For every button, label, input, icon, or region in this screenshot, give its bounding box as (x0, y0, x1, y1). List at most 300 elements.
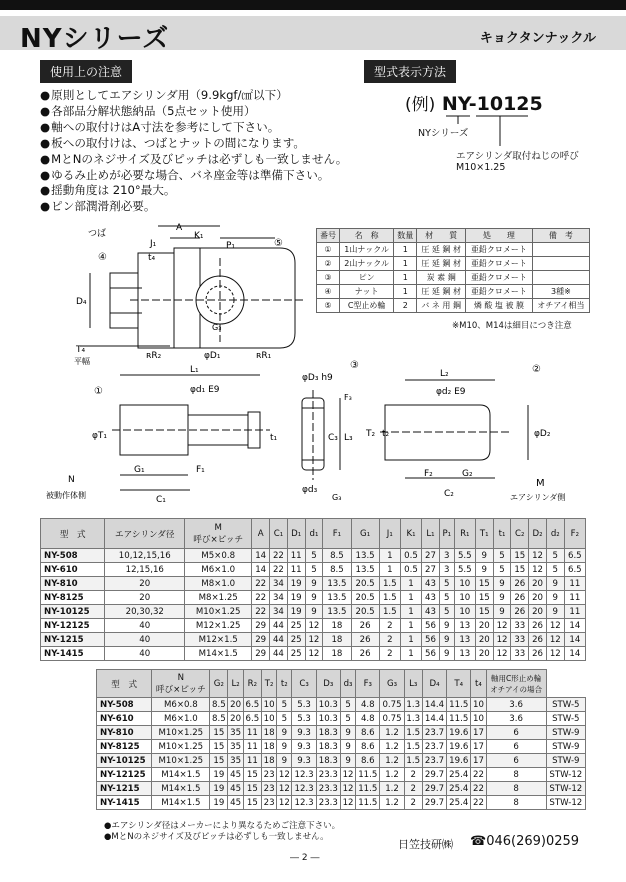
spec1-cell: 56 (422, 619, 440, 633)
spec1-cell: 9 (475, 563, 493, 577)
spec1-cell: NY-10125 (41, 605, 105, 619)
spec1-cell: NY-1415 (41, 647, 105, 661)
spec1-header-row (41, 519, 586, 549)
spec2-cell: 6 (486, 754, 546, 768)
spec2-cell: 3.6 (486, 698, 546, 712)
spec1-cell: 12 (493, 647, 511, 661)
assembly-drawing (70, 218, 310, 368)
spec1-cell: 13.5 (323, 605, 351, 619)
spec2-header-cell: 型 式 (97, 670, 152, 698)
spec2-cell: 6 (486, 726, 546, 740)
label-part4: ④ (98, 252, 107, 263)
parts-cell: 炭 素 鋼 (417, 270, 466, 284)
label-M: M (536, 478, 545, 489)
spec2-row (97, 712, 586, 726)
footer-notes (104, 821, 340, 843)
spec2-cell: 29.7 (422, 768, 446, 782)
spec1-cell: 12 (493, 633, 511, 647)
parts-note: ※M10、M14は細目につき注意 (452, 321, 572, 331)
spec1-header-cell: T₁ (475, 519, 493, 549)
spec1-cell: 9 (493, 577, 511, 591)
spec1-cell: 44 (270, 633, 288, 647)
spec2-cell: 35 (228, 754, 243, 768)
spec1-cell: 27 (422, 549, 440, 563)
spec2-cell: 1.2 (380, 726, 404, 740)
spec1-cell: 56 (422, 647, 440, 661)
label-G1: G₁ (134, 465, 145, 475)
spec2-cell: 25.4 (447, 796, 471, 810)
spec2-cell: 22 (471, 768, 486, 782)
label-phid1: φd₁ E9 (190, 385, 220, 395)
parts-cell: ピン (339, 270, 393, 284)
label-C3: C₃ (328, 433, 338, 443)
label-part5: ⑤ (274, 238, 283, 249)
spec1-cell: 5 (546, 563, 564, 577)
spec1-cell: 9 (493, 605, 511, 619)
spec1-cell: 14 (564, 619, 585, 633)
spec1-cell: 1 (379, 563, 400, 577)
spec2-cell: 9.3 (292, 726, 316, 740)
spec1-cell: 22 (270, 563, 288, 577)
footer-note: ●エアシリンダ径はメーカーにより異なるためご注意下さい。 (104, 821, 341, 831)
label-N: N (68, 475, 75, 485)
spec2-cell: 18 (261, 740, 276, 754)
parts-cell: 亜鉛クロメート (466, 284, 533, 298)
spec2-cell: 1.5 (404, 754, 422, 768)
usage-note: ● MとNのネジサイズ及びピッチは必ずしも一致しません。 (40, 152, 347, 168)
spec2-cell: STW-5 (546, 712, 585, 726)
spec1-cell: M8×1.25 (185, 591, 252, 605)
spec1-cell: 9 (439, 619, 454, 633)
spec2-cell: NY-810 (97, 726, 152, 740)
spec1-cell: 9 (439, 647, 454, 661)
spec2-row (97, 768, 586, 782)
spec1-cell: 33 (511, 633, 529, 647)
spec1-cell: 25 (287, 633, 305, 647)
spec1-cell: M5×0.8 (185, 549, 252, 563)
label-K1: K₁ (194, 231, 204, 241)
parts-cell (532, 270, 589, 284)
spec2-cell: M14×1.5 (152, 768, 210, 782)
spec2-cell: 5 (340, 698, 355, 712)
spec1-header-cell: G₁ (351, 519, 379, 549)
spec1-cell: 44 (270, 619, 288, 633)
spec2-cell: 4.8 (356, 712, 380, 726)
spec2-cell: 15 (243, 782, 261, 796)
spec1-cell: 1 (400, 633, 421, 647)
spec2-cell: NY-12125 (97, 768, 152, 782)
spec2-cell: 2 (404, 768, 422, 782)
spec1-cell: 11 (564, 605, 585, 619)
thread-label: エアシリンダ取付ねじの呼び (456, 151, 579, 162)
parts-cell: 亜鉛クロメート (466, 270, 533, 284)
spec2-cell: M14×1.5 (152, 796, 210, 810)
spec1-cell: NY-1215 (41, 633, 105, 647)
label-L1: L₁ (190, 365, 199, 375)
parts-row (317, 242, 590, 256)
spec2-cell: STW-12 (546, 782, 585, 796)
spec1-cell: 1.5 (379, 605, 400, 619)
parts-header-cell: 番号 (317, 229, 340, 243)
spec1-cell: 14 (252, 549, 270, 563)
spec2-row (97, 754, 586, 768)
spec1-cell: 43 (422, 577, 440, 591)
parts-cell: 1 (394, 284, 417, 298)
spec1-header-cell: C₂ (511, 519, 529, 549)
spec1-cell: 15 (475, 577, 493, 591)
spec2-header-cell: L₂ (228, 670, 243, 698)
spec2-header-cell (152, 670, 210, 698)
spec2-header-cell (486, 670, 546, 698)
parts-cell: 2山ナックル (339, 256, 393, 270)
spec2-cell: 6.5 (243, 698, 261, 712)
spec1-row (41, 577, 586, 591)
label-part3: ③ (350, 360, 359, 371)
spec1-header-cell: C₁ (270, 519, 288, 549)
spec2-cell: 12 (277, 782, 292, 796)
spec2-cell: 9 (277, 754, 292, 768)
spec1-cell: 13 (454, 647, 475, 661)
spec2-cell: 12 (277, 796, 292, 810)
spec2-cell: 18.3 (316, 740, 340, 754)
spec2-n-label: N (177, 672, 185, 683)
spec1-cell: 9 (305, 577, 323, 591)
spec1-cell: 13 (454, 633, 475, 647)
spec1-cell: 5 (493, 549, 511, 563)
spec1-header-cell: K₁ (400, 519, 421, 549)
parts-row (317, 256, 590, 270)
parts-row (317, 298, 590, 312)
spec2-cell: 5 (277, 712, 292, 726)
spec2-cell: 18.3 (316, 726, 340, 740)
spec2-cell: 11.5 (447, 698, 471, 712)
parts-cell: 1 (394, 270, 417, 284)
usage-note: ● 揺動角度は 210°最大。 (40, 183, 347, 199)
spec1-header-cell: d₁ (305, 519, 323, 549)
spec2-cell: 12.3 (292, 768, 316, 782)
spec1-cell: 9 (305, 591, 323, 605)
spec2-cell: 10.3 (316, 698, 340, 712)
spec2-cell: 11.5 (356, 768, 380, 782)
spec1-row (41, 563, 586, 577)
spec2-cell: 35 (228, 740, 243, 754)
spec2-cell: 1.2 (380, 754, 404, 768)
spec2-cell: 9 (340, 740, 355, 754)
parts-cell: バ ネ 用 鋼 (417, 298, 466, 312)
parts-header-cell: 数量 (394, 229, 417, 243)
spec1-cell: 0.5 (400, 563, 421, 577)
label-C2: C₂ (444, 489, 454, 499)
spec2-cell: 8.5 (210, 698, 228, 712)
component-drawings (40, 360, 600, 510)
spec1-cell: 18 (323, 633, 351, 647)
parts-cell: ③ (317, 270, 340, 284)
spec2-cell: 14.4 (422, 698, 446, 712)
spec1-cell: 34 (270, 577, 288, 591)
spec2-cell: 23.7 (422, 726, 446, 740)
spec-table-2 (96, 669, 586, 810)
spec1-cell: 10 (454, 591, 475, 605)
usage-note: ● 板への取付けは、つばとナットの間になります。 (40, 136, 347, 152)
spec1-cell: 5 (439, 591, 454, 605)
spec1-cell: 20.5 (351, 591, 379, 605)
spec1-cell: 9 (546, 605, 564, 619)
parts-cell: ⑤ (317, 298, 340, 312)
spec1-cell: 8.5 (323, 563, 351, 577)
spec1-cell: 26 (511, 591, 529, 605)
spec1-cell: 6.5 (564, 549, 585, 563)
spec1-cell: 18 (323, 647, 351, 661)
page-number: ― 2 ― (290, 853, 320, 863)
spec2-header-cell: t₂ (277, 670, 292, 698)
spec1-cell: 1.5 (379, 577, 400, 591)
spec1-cell: 5 (493, 563, 511, 577)
spec2-cell: 29.7 (422, 782, 446, 796)
spec1-cell: 26 (529, 619, 547, 633)
parts-cell: 3種※ (532, 284, 589, 298)
parts-cell (532, 256, 589, 270)
spec2-cell: 8 (486, 782, 546, 796)
spec2-cell: 8.6 (356, 726, 380, 740)
label-T4: T₄ (76, 345, 86, 355)
spec1-m-sub: 呼び×ピッチ (193, 534, 244, 545)
spec1-cell: 9 (305, 605, 323, 619)
spec1-cell: 22 (252, 591, 270, 605)
spec2-cell: M10×1.25 (152, 740, 210, 754)
spec1-cell: 20.5 (351, 605, 379, 619)
spec2-cell: 1.2 (380, 768, 404, 782)
spec1-cell: 13 (454, 619, 475, 633)
spec1-header-cell: A (252, 519, 270, 549)
model-example-prefix: (例) (405, 95, 436, 115)
spec1-cell: M6×1.0 (185, 563, 252, 577)
spec1-cell: 34 (270, 591, 288, 605)
spec2-cell: 8 (486, 796, 546, 810)
spec2-cell: 4.8 (356, 698, 380, 712)
spec2-row (97, 796, 586, 810)
spec1-cell: 11 (564, 591, 585, 605)
spec1-cell: 12 (493, 619, 511, 633)
spec2-cell: 20 (228, 712, 243, 726)
usage-heading: 使用上の注意 (40, 60, 132, 83)
spec2-header-cell: C₃ (292, 670, 316, 698)
spec2-cell: NY-610 (97, 712, 152, 726)
label-G2: G₂ (462, 469, 473, 479)
parts-cell: 1山ナックル (339, 242, 393, 256)
spec1-cell: 15 (511, 563, 529, 577)
spec1-cell: 26 (529, 633, 547, 647)
usage-notes (40, 88, 347, 215)
spec2-cell: 9 (277, 740, 292, 754)
spec1-cell: 1 (400, 647, 421, 661)
spec1-cell: 12 (529, 563, 547, 577)
spec2-cell: 23.3 (316, 796, 340, 810)
spec2-cell: NY-10125 (97, 754, 152, 768)
spec1-cell: 9 (546, 591, 564, 605)
spec2-cell: 19 (210, 796, 228, 810)
spec2-cell: 0.75 (380, 698, 404, 712)
spec2-cell: M6×0.8 (152, 698, 210, 712)
spec2-cell: 9.3 (292, 740, 316, 754)
parts-cell: ① (317, 242, 340, 256)
label-tsuba: つば (88, 229, 107, 239)
spec2-cell: 8.6 (356, 740, 380, 754)
spec1-cell: 2 (379, 633, 400, 647)
spec2-header-cell: t₄ (471, 670, 486, 698)
spec2-cell: 17 (471, 740, 486, 754)
spec1-cell: M12×1.25 (185, 619, 252, 633)
spec1-cell: 20 (105, 577, 185, 591)
label-A: A (176, 223, 183, 233)
spec2-row (97, 740, 586, 754)
spec1-cell: 33 (511, 647, 529, 661)
top-bar (0, 0, 626, 10)
spec2-cell: 15 (210, 726, 228, 740)
spec1-header-cell: R₁ (454, 519, 475, 549)
usage-note: ● ピン部潤滑剤必要。 (40, 199, 347, 215)
parts-cell: 圧 延 鋼 材 (417, 256, 466, 270)
spec2-cell: 23.7 (422, 754, 446, 768)
spec2-cell: 19.6 (447, 726, 471, 740)
spec1-cell: 26 (351, 633, 379, 647)
spec2-cell: 2 (404, 796, 422, 810)
label-L2: L₂ (440, 369, 449, 379)
spec1-cell: 1 (400, 591, 421, 605)
spec2-cell: 15 (210, 740, 228, 754)
spec2-cell: 23 (261, 782, 276, 796)
spec1-cell: 40 (105, 647, 185, 661)
spec2-cell: 20 (228, 698, 243, 712)
spec2-cell: 15 (210, 754, 228, 768)
spec1-cell: 14 (252, 563, 270, 577)
parts-cell: 圧 延 鋼 材 (417, 242, 466, 256)
spec1-row (41, 605, 586, 619)
spec2-cell: M10×1.25 (152, 726, 210, 740)
parts-cell: 燐 酸 塩 被 膜 (466, 298, 533, 312)
spec1-cell: 22 (252, 577, 270, 591)
parts-cell: 圧 延 鋼 材 (417, 284, 466, 298)
spec1-header-cell: D₂ (529, 519, 547, 549)
spec1-cell: 26 (351, 619, 379, 633)
label-G3-pin: G₃ (332, 493, 342, 502)
spec1-cell: 19 (287, 605, 305, 619)
spec1-cell: M12×1.5 (185, 633, 252, 647)
spec2-cell: 10 (261, 698, 276, 712)
spec2-cell: 5 (277, 698, 292, 712)
label-phid3: φd₃ (302, 485, 318, 495)
spec2-cell: 23.7 (422, 740, 446, 754)
spec1-cell: 44 (270, 647, 288, 661)
spec2-cell: 45 (228, 782, 243, 796)
label-part2: ② (532, 364, 541, 375)
spec1-cell: 13.5 (323, 577, 351, 591)
spec1-cell: 29 (252, 647, 270, 661)
label-T2: T₂ (366, 429, 376, 439)
usage-note: ● 原則としてエアシリンダ用（9.9kgf/㎠以下） (40, 88, 347, 104)
spec2-cell: 2 (404, 782, 422, 796)
label-F3: F₃ (344, 393, 352, 402)
label-P1: P₁ (226, 241, 236, 251)
label-J1: J₁ (150, 239, 157, 249)
parts-table (316, 228, 590, 313)
label-G3: G₃ (212, 323, 222, 332)
usage-note: ● 各部品分解状態納品（5点セット使用） (40, 104, 347, 120)
parts-header-cell: 備 考 (532, 229, 589, 243)
spec1-cell: 20 (529, 577, 547, 591)
spec1-cell: 15 (475, 605, 493, 619)
spec2-cell: 25.4 (447, 782, 471, 796)
spec2-cell: 23 (261, 796, 276, 810)
label-aircyl-side: エアシリンダ側 (510, 493, 566, 502)
parts-cell: 亜鉛クロメート (466, 242, 533, 256)
label-t4: t₄ (148, 253, 156, 263)
spec1-cell: 20 (529, 591, 547, 605)
spec2-header-cell: G₂ (210, 670, 228, 698)
spec2-cell: STW-12 (546, 796, 585, 810)
spec2-cell: 10 (471, 698, 486, 712)
spec1-cell: 43 (422, 605, 440, 619)
spec1-header-cell: 型 式 (41, 519, 105, 549)
spec2-cell: 12 (340, 768, 355, 782)
spec1-cell: 20 (475, 633, 493, 647)
spec2-cell: NY-1415 (97, 796, 152, 810)
spec1-cell: 2 (379, 647, 400, 661)
spec1-cell: 33 (511, 619, 529, 633)
spec1-cell: 13.5 (351, 549, 379, 563)
thread-value: M10×1.25 (456, 162, 506, 173)
parts-cell: 1 (394, 256, 417, 270)
spec2-cell: STW-5 (546, 698, 585, 712)
company-name: 日笠技研㈱ (398, 838, 453, 851)
spec1-cell: 43 (422, 591, 440, 605)
spec2-cell: 12.3 (292, 782, 316, 796)
spec2-row (97, 726, 586, 740)
spec1-cell: 1 (400, 577, 421, 591)
spec1-cell: 12 (546, 619, 564, 633)
spec1-cell: 27 (422, 563, 440, 577)
label-D4: D₄ (76, 297, 87, 307)
spec1-cell: 9 (546, 577, 564, 591)
parts-header-cell: 処 理 (466, 229, 533, 243)
spec2-cell: 1.3 (404, 698, 422, 712)
spec2-cell: 18 (261, 726, 276, 740)
spec2-cell: 17 (471, 726, 486, 740)
parts-cell: C型止め輪 (339, 298, 393, 312)
spec2-cell: 18.3 (316, 754, 340, 768)
spec1-cell: 3 (439, 549, 454, 563)
spec2-cell: 1.2 (380, 740, 404, 754)
spec2-cell: 10 (471, 712, 486, 726)
spec2-cell: NY-8125 (97, 740, 152, 754)
spec1-cell: 5.5 (454, 549, 475, 563)
spec2-n-sub: 呼び×ピッチ (155, 684, 206, 695)
label-phiD2: φD₂ (534, 429, 551, 439)
parts-header-row (317, 229, 590, 243)
spec1-cell: 14 (564, 633, 585, 647)
spec1-cell: 5 (546, 549, 564, 563)
spec2-cell: 19.6 (447, 754, 471, 768)
spec2-cell: 9 (277, 726, 292, 740)
spec2-cell: 22 (471, 796, 486, 810)
spec2-cell: 11 (243, 740, 261, 754)
spec1-cell: 12 (305, 633, 323, 647)
spec1-cell: 5.5 (454, 563, 475, 577)
label-t1: t₁ (270, 433, 278, 443)
spec1-cell: 26 (511, 577, 529, 591)
spec1-cell: 20.5 (351, 577, 379, 591)
spec1-cell: 22 (270, 549, 288, 563)
label-C1: C₁ (156, 495, 166, 505)
